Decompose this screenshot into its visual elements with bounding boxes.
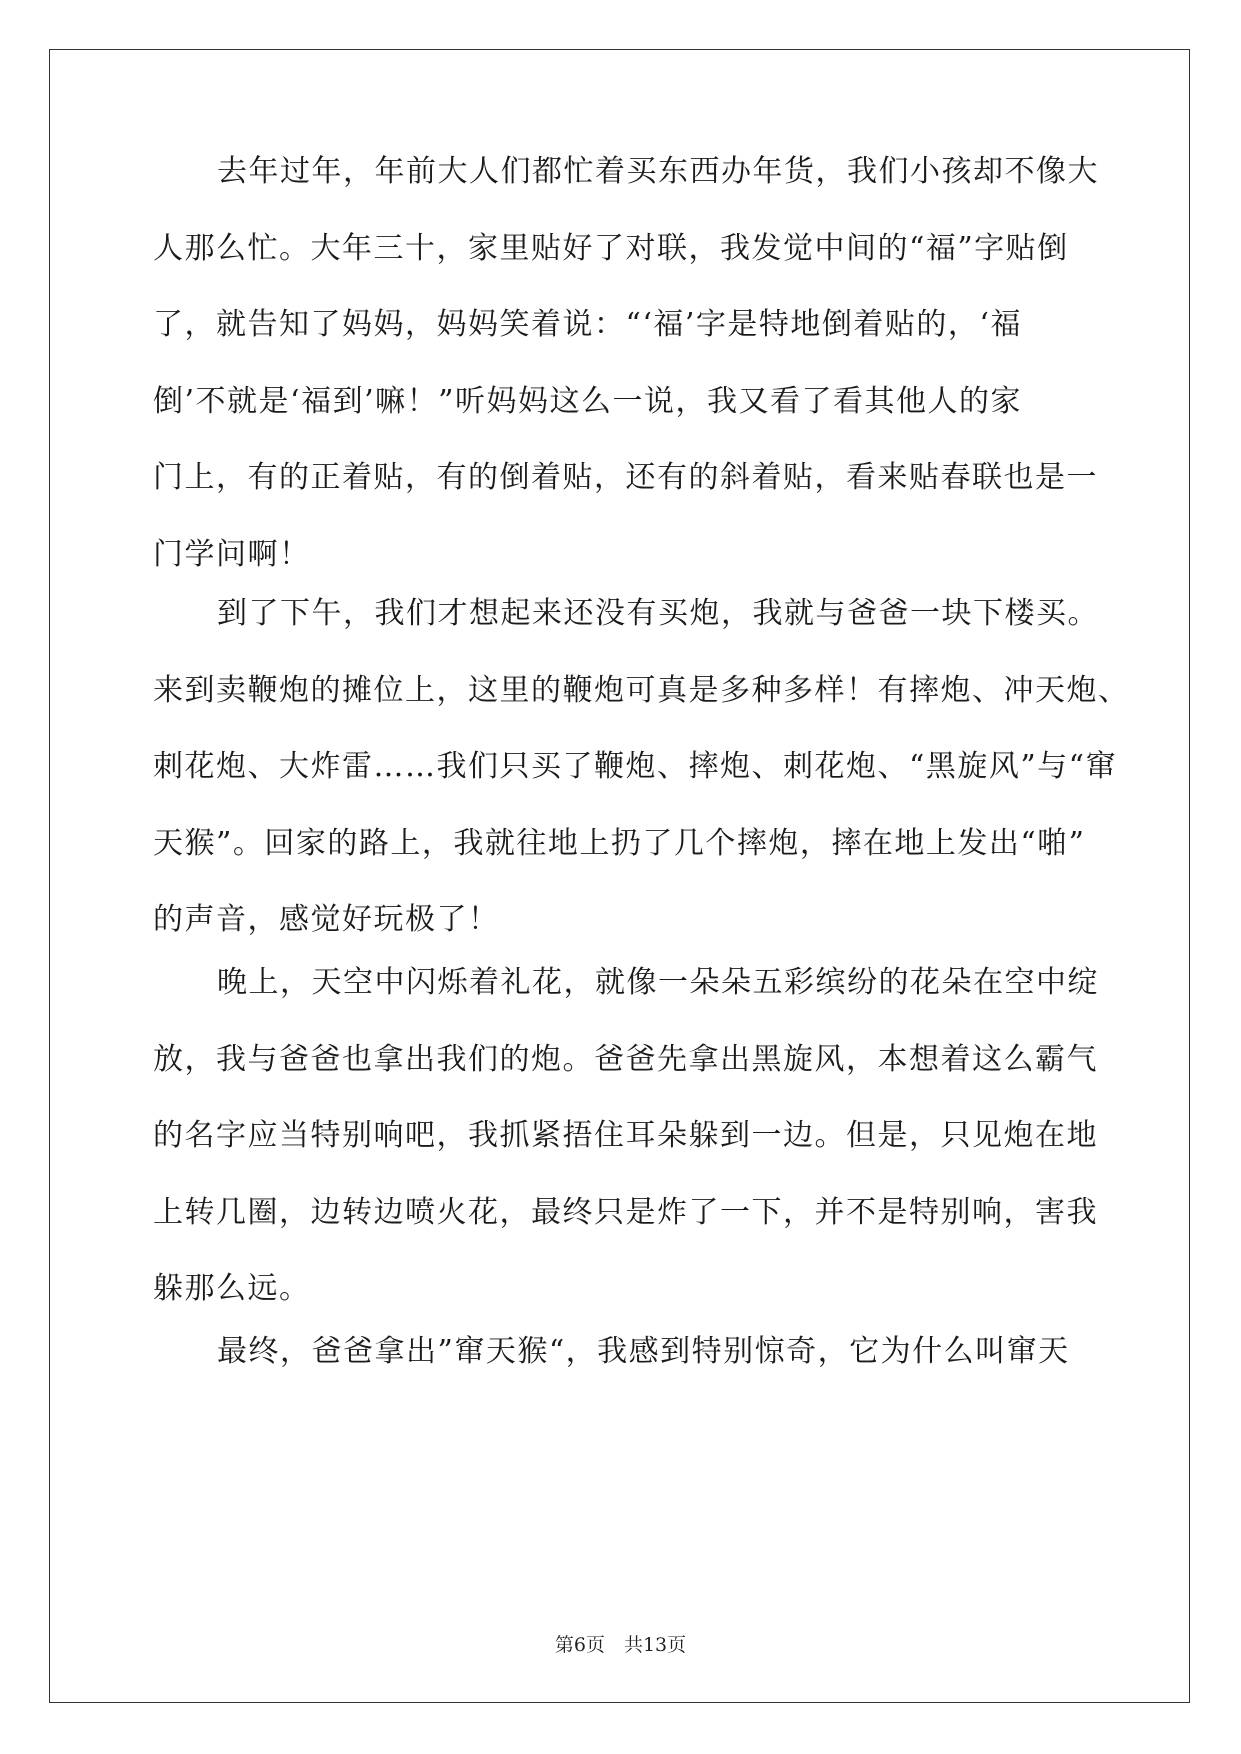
text-line: 去年过年，年前大人们都忙着买东西办年货，我们小孩却不像大 [217,154,1099,189]
text-line: 来到卖鞭炮的摊位上，这里的鞭炮可真是多种多样！有摔炮、冲天炮、 [153,672,1130,708]
text-line: 倒’不就是‘福到’嘛！”听妈妈这么一说，我又看了看其他人的家 [153,383,1022,419]
text-line: 最终，爸爸拿出”窜天猴“，我感到特别惊奇，它为什么叫窜天 [217,1334,1070,1369]
text-line: 人那么忙。大年三十，家里贴好了对联，我发觉中间的“福”字贴倒 [153,230,1069,266]
text-line: 门上，有的正着贴，有的倒着贴，还有的斜着贴，看来贴春联也是一 [153,460,1098,495]
text-line: 晚上，天空中闪烁着礼花，就像一朵朵五彩缤纷的花朵在空中绽 [217,965,1099,1000]
text-line: 刺花炮、大炸雷……我们只买了鞭炮、摔炮、刺花炮、“黑旋风”与“窜 [153,749,1118,784]
paragraph-2 [153,576,1130,959]
text-line: 放，我与爸爸也拿出我们的炮。爸爸先拿出黑旋风，本想着这么霸气 [153,1041,1098,1077]
paragraph-3 [153,945,1099,1328]
text-line: 天猴”。回家的路上，我就往地上扔了几个摔炮，摔在地上发出“啪” [153,825,1086,861]
text-line: 的名字应当特别响吧，我抓紧捂住耳朵躲到一边。但是，只见炮在地 [153,1118,1098,1153]
paragraph-4 [153,1314,1099,1391]
text-line: 的声音，感觉好玩极了！ [153,902,500,937]
text-line: 了，就告知了妈妈，妈妈笑着说：“‘福’字是特地倒着贴的，‘福 [153,307,1022,342]
text-line: 上转几圈，边转边喷火花，最终只是炸了一下，并不是特别响，害我 [153,1194,1098,1230]
text-line: 躲那么远。 [153,1271,311,1306]
paragraph-1 [153,134,1099,593]
text-line: 到了下午，我们才想起来还没有买炮，我就与爸爸一块下楼买。 [217,596,1099,631]
page-number: 第6页 共13页 [554,1634,687,1656]
text-line: 门学问啊！ [153,536,311,572]
